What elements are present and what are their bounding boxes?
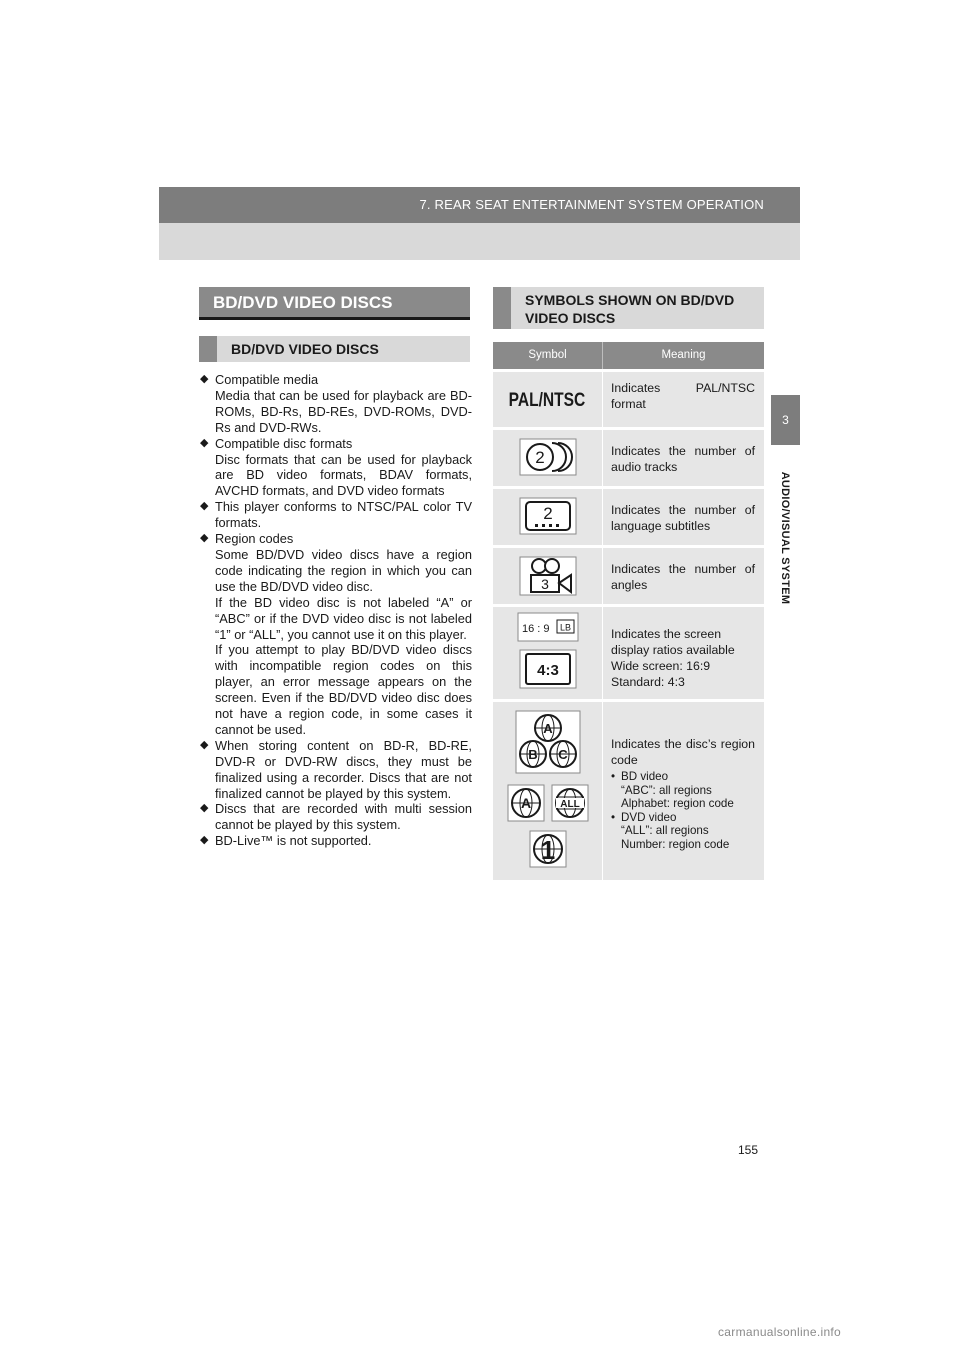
page-number: 155 [738,1143,759,1157]
section-title: BD/DVD VIDEO DISCS [199,287,470,320]
svg-text:B: B [528,747,538,762]
svg-text:A: A [543,721,553,736]
symbol-cell [493,489,603,545]
bullet-item: ◆ Compatible media Media that can be used for playback are BD-ROMs, BD-Rs, BD-REs, DVD-ROMs, DVD-Rs and DVD-RWs. [200,372,472,436]
list-item: • DVD video “ALL”: all regions Number: region code [611,811,755,852]
table-row [493,427,764,486]
meaning-cell: Indicates the disc’s region code • BD video “ABC”: all regions Alphabet: region code • DVD video “ALL”: all regions Number: region code [611,736,755,851]
svg-text:2: 2 [535,448,545,467]
subsection-title: BD/DVD VIDEO DISCS [199,336,470,362]
svg-text:C: C [558,747,568,762]
svg-text:2: 2 [543,504,553,523]
header-meaning: Meaning [661,349,706,361]
meaning-cell: Indicates the number of language subtitles [611,503,755,533]
region-a-icon [507,784,545,822]
subtitles-icon [519,497,577,535]
svg-text:4:3: 4:3 [537,662,559,679]
symbol-cell [493,372,603,427]
svg-text:1: 1 [540,835,556,865]
chapter-side-label [772,455,798,620]
bullet-item: ◆ Region codes Some BD/DVD video discs have a region code indicating the region in which you can use the BD/DVD video disc. If the BD video disc is not labeled “A” or “ABC” or if the DVD video disc is not labeled “1” or “ALL”, you cannot use it on this player. If you attempt to play BD/DVD video discs with incompatible region codes on this player, an error message appears on the screen. Even if the BD/DVD video disc does not have a region code, in some cases it cannot be used. [200,531,472,738]
symbols-section-title: SYMBOLS SHOWN ON BD/DVD VIDEO DISCS [493,287,764,329]
bullet-item: ◆ Discs that are recorded with multi session cannot be played by this system. [200,801,472,833]
meaning-cell: Indicates the number of audio tracks [611,444,755,474]
symbol-cell [493,607,603,699]
bullet-item: ◆ Compatible disc formats Disc formats that can be used for playback are BD video formats, BDAV formats, AVCHD formats, and DVD video formats [200,436,472,500]
meaning-cell: Indicates PAL/NTSC format [611,381,755,411]
watermark: carmanualsonline.info [718,1325,842,1339]
svg-text:PAL/NTSC: PAL/NTSC [508,388,586,411]
subsection-marker [199,336,217,362]
audio-tracks-icon [519,438,577,476]
svg-text:LB: LB [559,622,572,633]
svg-text:ALL: ALL [560,799,580,810]
table-row [493,486,764,545]
svg-text:3: 3 [541,576,549,592]
meaning-cell: Indicates the screen display ratios available Wide screen: 16:9 Standard: 4:3 [611,627,735,689]
table-header [493,342,764,369]
table-row [493,545,764,604]
svg-text:16 : 9: 16 : 9 [522,623,550,635]
camera-angles-icon [519,556,577,596]
aspect-4-3-icon [519,649,577,689]
aspect-16-9-icon [517,612,579,642]
bullet-item: ◆ When storing content on BD-R, BD-RE, DVD-R or DVD-RW discs, they must be finalized using a recorder. Discs that are not finalized cannot be played by this system. [200,738,472,802]
symbol-cell [493,702,603,880]
bullet-list [200,372,472,849]
list-item: • BD video “ABC”: all regions Alphabet: region code [611,770,755,811]
symbol-cell [493,548,603,604]
chapter-header-band [159,223,800,260]
region-abc-icon [515,710,581,774]
symbol-cell [493,430,603,486]
chapter-side-label-text: AUDIO/VISUAL SYSTEM [779,471,791,604]
table-row [493,369,764,427]
symbols-table [493,342,764,880]
table-row [493,604,764,699]
header-symbol: Symbol [528,349,567,361]
pal-ntsc-icon [508,384,586,414]
section-marker [493,287,511,329]
chapter-header-title: 7. REAR SEAT ENTERTAINMENT SYSTEM OPERATION [419,197,764,212]
region-1-icon [529,830,567,868]
table-row [493,699,764,880]
region-all-icon [551,784,589,822]
chapter-header-bar [159,187,800,223]
svg-text:A: A [520,795,532,811]
meaning-cell: Indicates the number of angles [611,562,755,592]
bullet-item: ◆ BD-Live™ is not supported. [200,833,472,849]
chapter-number-tab: 3 [771,395,800,445]
bullet-item: ◆ This player conforms to NTSC/PAL color TV formats. [200,499,472,531]
